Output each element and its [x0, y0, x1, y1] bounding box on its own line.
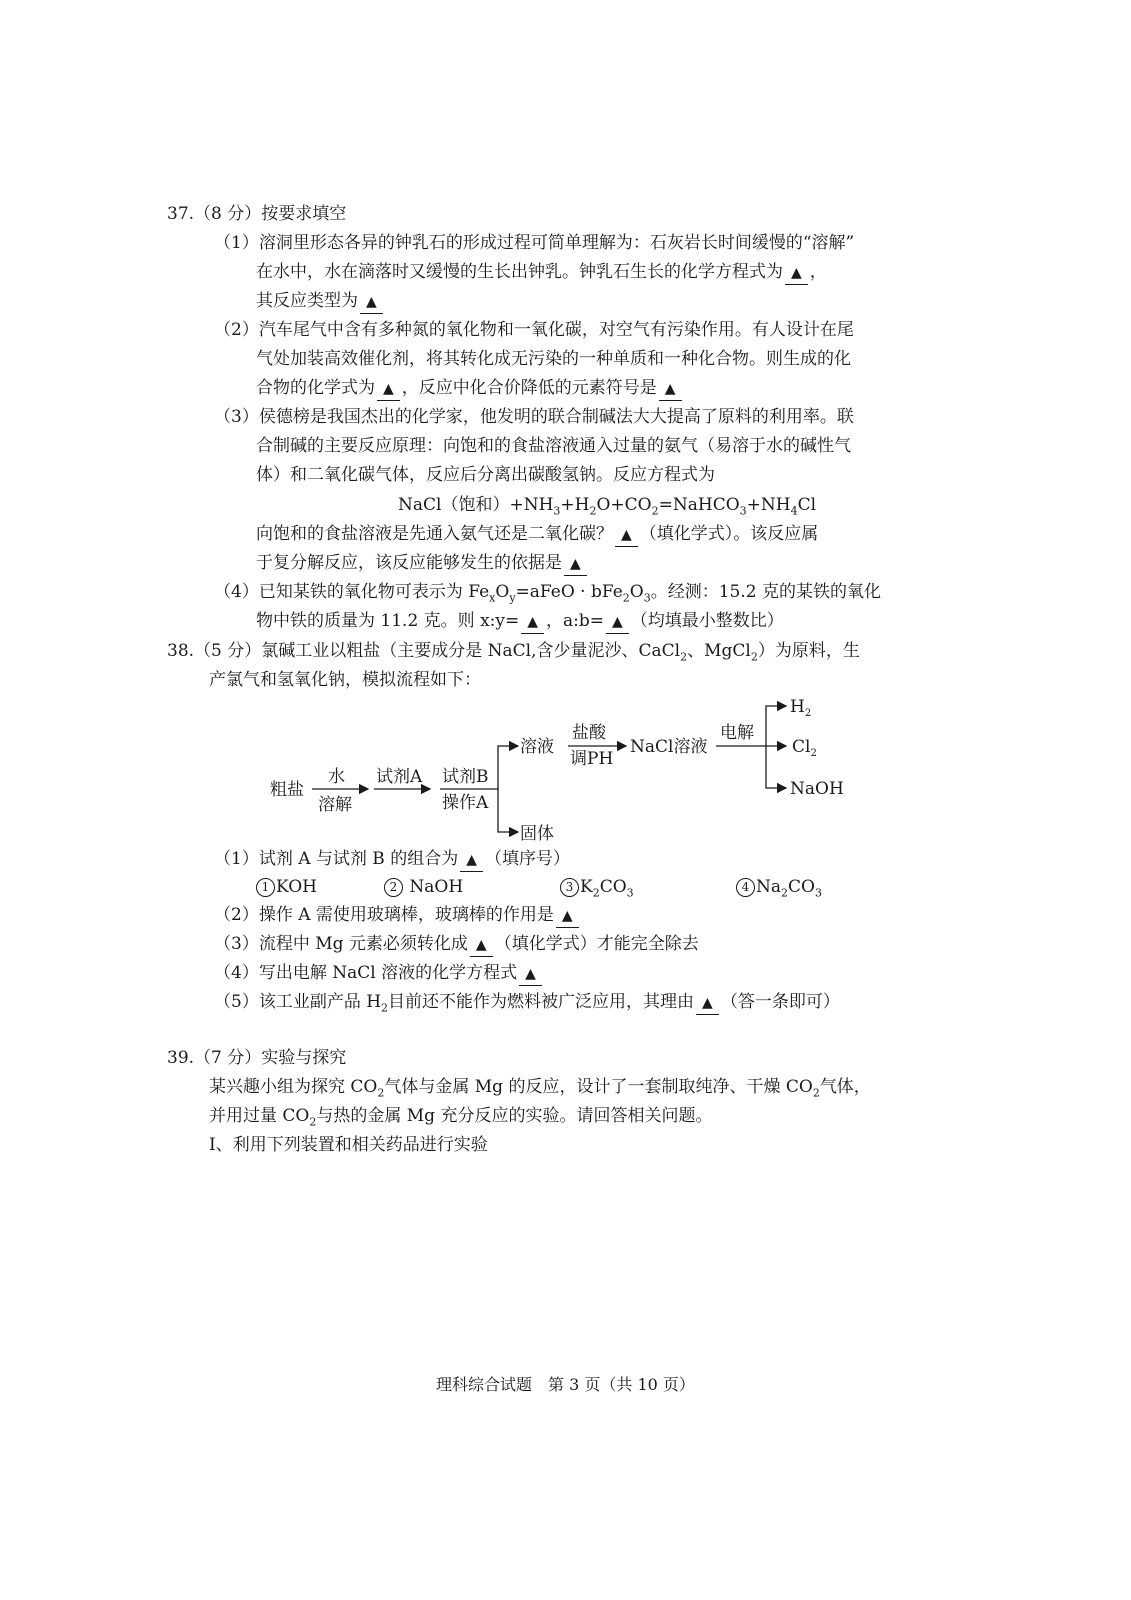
flow-electrolysis: 电解: [720, 723, 754, 743]
answer-blank[interactable]: ▲: [519, 962, 542, 986]
q37-p1-line3: 其反应类型为 ▲: [256, 290, 385, 314]
option-4: 4 $Na_2CO_3$: [736, 876, 822, 898]
flow-dissolve: 溶解: [318, 795, 352, 815]
flow-hcl: 盐酸: [572, 723, 606, 743]
q38-sub1: （1）试剂 A 与试剂 B 的组合为 ▲ （填序号）: [214, 848, 570, 872]
answer-blank[interactable]: ▲: [615, 523, 638, 547]
answer-blank[interactable]: ▲: [360, 290, 383, 314]
q37-p3-line5: 向饱和的食盐溶液是先通入氨气还是二氧化碳？ ▲ （填化学式）。该反应属: [256, 523, 818, 547]
answer-blank[interactable]: ▲: [659, 377, 682, 401]
q37-p2-line2: 气处加装高效催化剂，将其转化成无污染的一种单质和一种化合物。则生成的化: [256, 349, 851, 369]
answer-blank[interactable]: ▲: [696, 991, 719, 1015]
q38-sub3: （3）流程中 Mg 元素必须转化成 ▲ （填化学式）才能完全除去: [214, 933, 699, 957]
q38-line1: 38.（5 分）氯碱工业以粗盐（主要成分是 NaCl,含少量泥沙、CaCl$_2$、MgCl$_2$）为原料，生: [167, 641, 860, 664]
q37-p3-line3: 体）和二氧化碳气体，反应后分离出碳酸氢钠。反应方程式为: [256, 465, 715, 485]
flow-arrow-solid: [498, 789, 518, 832]
q38-line2: 产氯气和氢氧化钠，模拟流程如下：: [209, 670, 481, 690]
q39-line1: 某兴趣小组为探究 $CO_2$气体与金属 Mg 的反应，设计了一套制取纯净、干燥 $CO_2$气体，: [209, 1077, 871, 1100]
page-footer: 理科综合试题 第 3 页（共 10 页）: [436, 1375, 695, 1394]
q38-sub4: （4）写出电解 NaCl 溶液的化学方程式 ▲: [214, 962, 544, 986]
flow-cl2: $Cl_2$: [792, 737, 817, 759]
flow-reagent-b: 试剂B: [442, 767, 489, 787]
flow-h2: $H_2$: [790, 698, 812, 719]
process-flow-diagram: [260, 698, 860, 858]
flow-solution: 溶液: [520, 737, 554, 757]
q37-p2-line1: （2）汽车尾气中含有多种氮的氧化物和一氧化碳，对空气有污染作用。有人设计在尾: [214, 320, 854, 340]
option-3: 3 $K_2CO_3$: [560, 876, 634, 898]
flow-arrow-h2: [766, 706, 786, 746]
flow-water: 水: [328, 767, 345, 787]
q38-sub5: （5）该工业副产品 $H_2$目前还不能作为燃料被广泛应用，其理由 ▲ （答一条即可）: [214, 992, 840, 1015]
flow-arrow-naoh: [766, 746, 786, 788]
q37-p3-line2: 合制碱的主要反应原理：向饱和的食盐溶液通入过量的氨气（易溶于水的碱性气: [256, 436, 851, 456]
answer-blank[interactable]: ▲: [606, 610, 629, 634]
q37-p3-line1: （3）侯德榜是我国杰出的化学家，他发明的联合制碱法大大提高了原料的利用率。联: [214, 407, 854, 427]
flow-crude-salt: 粗盐: [270, 780, 304, 800]
q37-p1-line1: （1）溶洞里形态各异的钟乳石的形成过程可简单理解为：石灰岩长时间缓慢的“溶解”: [214, 233, 855, 253]
q39-line3: Ⅰ、利用下列装置和相关药品进行实验: [209, 1135, 488, 1155]
flow-arrow-solution: [494, 746, 518, 789]
q39-heading: 39.（7 分）实验与探究: [167, 1048, 347, 1068]
q37-equation: NaCl（饱和）$+NH_3+H_2O+CO_2=NaHCO_3+NH_4Cl$: [398, 495, 817, 518]
flow-naoh: NaOH: [790, 779, 844, 799]
q37-p4-line2: 物中铁的质量为 11.2 克。则 x:y= ▲ ，a:b= ▲ （均填最小整数比）: [256, 610, 784, 634]
flow-solid: 固体: [520, 824, 554, 844]
flow-nacl-solution: NaCl溶液: [630, 737, 708, 757]
q37-p1-line2: 在水中，水在滴落时又缓慢的生长出钟乳。钟乳石生长的化学方程式为 ▲ ，: [256, 261, 827, 285]
option-1: 1 KOH: [256, 876, 317, 898]
q37-p4-line1: （4）已知某铁的氧化物可表示为 $Fe_xO_y=aFeO \cdot bFe_2O_3$。经测：15.2 克的某铁的氧化: [214, 582, 881, 605]
flow-adjust-ph: 调PH: [570, 749, 614, 769]
option-2: 2 NaOH: [384, 876, 463, 898]
q37-p2-line3: 合物的化学式为 ▲ ，反应中化合价降低的元素符号是 ▲: [256, 377, 684, 401]
q37-p3-line6: 于复分解反应，该反应能够发生的依据是 ▲: [256, 552, 589, 576]
answer-blank[interactable]: ▲: [564, 552, 587, 576]
answer-blank[interactable]: ▲: [556, 904, 579, 928]
answer-blank[interactable]: ▲: [377, 377, 400, 401]
answer-blank[interactable]: ▲: [470, 933, 493, 957]
flow-reagent-a: 试剂A: [376, 767, 423, 787]
answer-blank[interactable]: ▲: [521, 610, 544, 634]
answer-blank[interactable]: ▲: [785, 261, 808, 285]
answer-blank[interactable]: ▲: [460, 848, 483, 872]
q38-sub2: （2）操作 A 需使用玻璃棒，玻璃棒的作用是 ▲: [214, 904, 581, 928]
flow-operation-a: 操作A: [442, 793, 489, 813]
q39-line2: 并用过量 $CO_2$与热的金属 Mg 充分反应的实验。请回答相关问题。: [209, 1106, 713, 1129]
q37-heading: 37.（8 分）按要求填空: [167, 204, 347, 224]
